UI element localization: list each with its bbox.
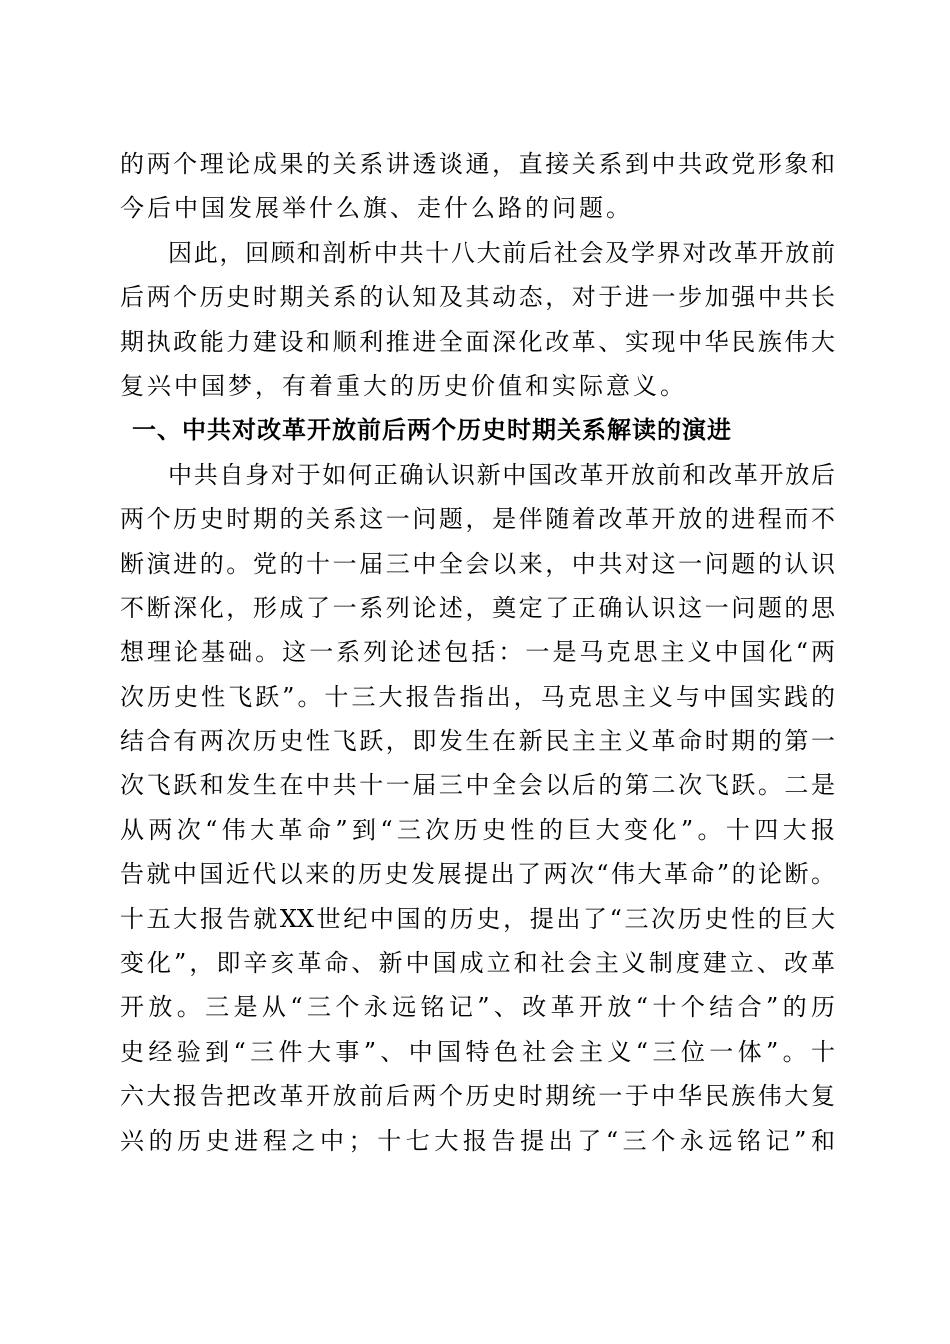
body-text <box>120 142 835 1163</box>
section-heading: 一、中共对改革开放前后两个历史时期关系解读的演进 <box>132 416 732 445</box>
text-line: 不断深化，形成了一系列论述，奠定了正确认识这一问题的思 <box>120 593 835 622</box>
paragraph-start-line: 中共自身对于如何正确认识新中国改革开放前和改革开放后 <box>168 460 835 489</box>
text-line: 两个历史时期的关系这一问题，是伴随着改革开放的进程而不 <box>120 505 835 534</box>
text-line: 次历史性飞跃”。十三大报告指出，马克思主义与中国实践的 <box>120 682 835 711</box>
text-line: 次飞跃和发生在中共十一届三中全会以后的第二次飞跃。二是 <box>120 771 835 800</box>
text-line: 变化”，即辛亥革命、新中国成立和社会主义制度建立、改革 <box>120 949 835 978</box>
text-line: 复兴中国梦，有着重大的历史价值和实际意义。 <box>120 371 687 400</box>
text-line: 断演进的。党的十一届三中全会以来，中共对这一问题的认识 <box>120 549 835 578</box>
text-line: 期执政能力建设和顺利推进全面深化改革、实现中华民族伟大 <box>120 327 835 356</box>
text-line: 今后中国发展举什么旗、走什么路的问题。 <box>120 194 633 223</box>
text-line: 开放。三是从“三个永远铭记”、改革开放“十个结合”的历 <box>120 993 835 1022</box>
text-line: 结合有两次历史性飞跃，即发生在新民主主义革命时期的第一 <box>120 727 835 756</box>
text-line: 六大报告把改革开放前后两个历史时期统一于中华民族伟大复 <box>120 1082 835 1111</box>
text-line: 想理论基础。这一系列论述包括：一是马克思主义中国化“两 <box>120 638 835 667</box>
text-line: 从两次“伟大革命”到“三次历史性的巨大变化”。十四大报 <box>120 815 835 844</box>
paragraph-start-line: 因此，回顾和剖析中共十八大前后社会及学界对改革开放前 <box>168 238 835 267</box>
text-line: 告就中国近代以来的历史发展提出了两次“伟大革命”的论断。 <box>120 860 835 889</box>
text-line: 十五大报告就XX世纪中国的历史，提出了“三次历史性的巨大 <box>120 904 835 933</box>
text-line: 兴的历史进程之中；十七大报告提出了“三个永远铭记”和 <box>120 1126 835 1155</box>
text-line: 的两个理论成果的关系讲透谈通，直接关系到中共政党形象和 <box>120 150 835 178</box>
text-line: 后两个历史时期关系的认知及其动态，对于进一步加强中共长 <box>120 283 835 312</box>
text-line: 史经验到“三件大事”、中国特色社会主义“三位一体”。十 <box>120 1037 835 1066</box>
